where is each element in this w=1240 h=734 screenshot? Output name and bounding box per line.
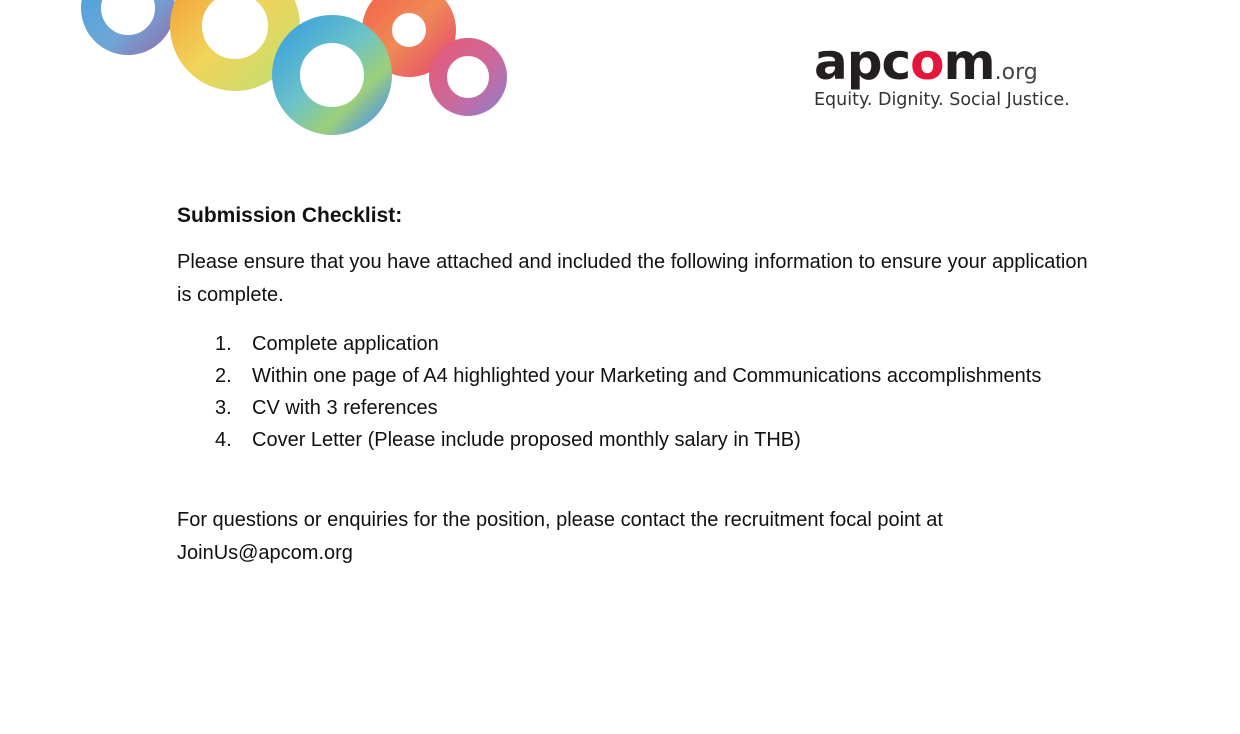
checklist-list	[177, 328, 1107, 456]
list-item-number: 2.	[215, 365, 232, 387]
document-body	[177, 197, 1107, 570]
list-item-number: 1.	[215, 333, 232, 355]
contact-paragraph	[177, 504, 1107, 570]
logo-word-end: m	[943, 33, 995, 91]
list-item-text: Within one page of A4 highlighted your Marketing and Communications accomplishments	[252, 365, 1042, 387]
logo-word-start: apc	[814, 33, 911, 91]
logo-tld: .org	[994, 60, 1038, 85]
list-item-number: 3.	[215, 397, 232, 419]
logo-word-o: o	[910, 33, 944, 91]
list-item-text: Complete application	[252, 333, 439, 355]
list-item	[177, 360, 1107, 392]
ring-pink	[438, 47, 498, 107]
contact-email[interactable]: JoinUs@apcom.org	[177, 542, 353, 564]
apcom-logo	[810, 30, 1070, 120]
colorful-rings-graphic	[0, 0, 560, 150]
logo-tagline: Equity. Dignity. Social Justice.	[814, 90, 1070, 110]
checklist-intro: Please ensure that you have attached and included the following information to ensure your application is complete.	[177, 251, 1088, 306]
list-item	[177, 424, 1107, 456]
checklist-heading: Submission Checklist:	[177, 204, 403, 227]
ring-center	[286, 29, 378, 121]
list-item-text: Cover Letter (Please include proposed monthly salary in THB)	[252, 429, 801, 451]
contact-text: For questions or enquiries for the position, please contact the recruitment focal point at	[177, 509, 943, 531]
list-item-text: CV with 3 references	[252, 397, 438, 419]
ring-yellow	[186, 0, 284, 75]
list-item	[177, 328, 1107, 360]
list-item	[177, 392, 1107, 424]
ring-blue	[91, 0, 165, 45]
list-item-number: 4.	[215, 429, 232, 451]
